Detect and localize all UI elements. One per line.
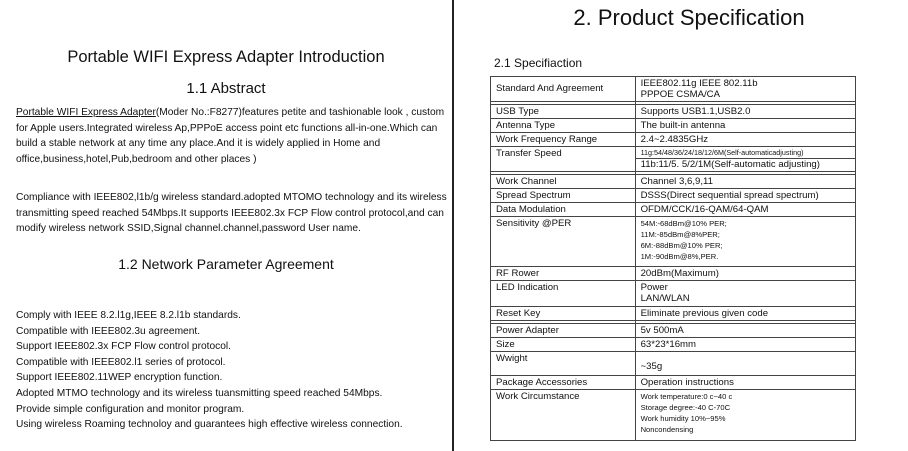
table-row [491,281,856,307]
spec-key: Work Circumstance [491,390,636,441]
network-list [16,308,448,433]
spec-key: Work Frequency Range [491,133,636,147]
product-name-link: Portable WIFI Express Adapter [16,107,156,118]
table-row [491,390,856,441]
spec-key: Package Accessories [491,376,636,390]
spec-value: OFDM/CCK/16-QAM/64-QAM [635,203,855,217]
spec-key: Sensitivity @PER [491,217,636,267]
spec-subtitle: 2.1 Specifiaction [494,56,583,70]
spec-value-line: IEEE802.11g IEEE 802.11b [640,78,758,89]
spec-value-line: 11g:54/48/36/24/18/12/6M(Self-automaticadjusting) [640,148,804,157]
table-row [491,352,856,376]
spec-key: Wwight [491,352,636,376]
table-row [491,147,856,172]
spec-value-line: LAN/WLAN [640,293,690,304]
spec-table [490,76,856,441]
table-row [491,119,856,133]
list-item: Comply with IEEE 8.2.l1g,IEEE 8.2.l1b standards. [16,310,241,321]
spec-value-line: 54M:-68dBm@10% PER; [640,219,727,228]
abstract-heading: 1.1 Abstract [186,80,266,97]
spec-value-line: 1M:-90dBm@8%,PER. [640,252,719,261]
spec-value: 63*23*16mm [635,338,855,352]
network-heading: 1.2 Network Parameter Agreement [118,256,334,272]
table-row [491,338,856,352]
table-row [491,175,856,189]
table-row [491,307,856,321]
spec-value-line: Noncondensing [640,425,694,434]
spec-value [635,77,855,102]
spec-value-line: 6M:-88dBm@10% PER; [640,241,723,250]
spec-value: 5v 500mA [635,324,855,338]
list-item: Compatible with IEEE802.3u agreement. [16,325,201,337]
spec-value-line: 11M:-85dBm@8%PER; [640,230,720,239]
table-row [491,217,856,267]
spec-key: Data Modulation [491,203,636,217]
spec-key: USB Type [491,105,636,119]
table-row [491,203,856,217]
spec-key: Work Channel [491,175,636,189]
spec-value-line: Power [640,282,668,293]
list-item: Adopted MTMO technology and its wireless tuansmitting speed reached 54Mbps. [16,387,383,399]
spec-value-line: Work humidity 10%~95% [640,414,726,423]
spec-key: Size [491,338,636,352]
table-row [491,324,856,338]
spec-key: RF Rower [491,267,636,281]
spec-value: Supports USB1.1,USB2.0 [635,105,855,119]
spec-value-line: PPPOE CSMA/CA [640,89,721,100]
table-row [491,133,856,147]
intro-page [0,0,452,451]
spec-key: Antenna Type [491,119,636,133]
compliance-paragraph: Compliance with IEEE802,l1b/g wireless standard.adopted MTOMO technology and its wireless transmitting speed reached 54Mbps.It supports IEEE802.3x FCP Flow control protocol,and can modify wireless network SSID,Signal channel.channel,password User name. [16,192,447,235]
spec-value [635,390,855,441]
spec-key: Transfer Speed [491,147,636,172]
list-item: Provide simple configuration and monitor program. [16,403,245,415]
table-row [491,105,856,119]
list-item: Compatible with IEEE802.l1 series of protocol. [16,356,226,368]
intro-title: Portable WIFI Express Adapter Introduction [67,48,385,66]
spec-title: 2. Product Specification [573,5,805,30]
list-item: Support IEEE802.3x FCP Flow control protocol. [16,341,231,353]
list-item: Support IEEE802.11WEP encryption function. [16,372,223,384]
spec-value [635,281,855,307]
abstract-text: (Moder No.:F8277)features petite and tashionable look , custom for Apple users.Integrated wireless Ap,PPPoE access point etc functions all-in-one.Which can build a stable network at any time any place.And it is widely applied in Home and office,business,hotel,Pub,bedroom and other places ) [16,107,445,165]
page-divider [452,0,454,451]
spec-key: Power Adapter [491,324,636,338]
spec-key: Standard And Agreement [491,77,636,102]
spec-value [635,217,855,267]
spec-value-line: Storage degree:-40 C-70C [640,403,731,412]
spec-value: The built-in antenna [635,119,855,133]
spec-value [635,147,855,172]
spec-page [470,0,908,451]
abstract-paragraph [16,105,448,167]
spec-value: Eliminate previous given code [635,307,855,321]
spec-value: 2.4~2.4835GHz [635,133,855,147]
spec-key: LED Indication [491,281,636,307]
table-row [491,376,856,390]
spec-value: Channel 3,6,9,11 [635,175,855,189]
list-item: Using wireless Roaming technoloy and guarantees high effective wireless connection. [16,419,403,431]
table-row [491,77,856,102]
spec-value-line: 11b:11/5. 5/2/1M(Self-automatic adjusting) [636,158,855,170]
spec-value-line: Work temperature:0 c~40 c [640,392,733,401]
spec-key: Spread Spectrum [491,189,636,203]
spec-value: Operation instructions [635,376,855,390]
spec-key: Reset Key [491,307,636,321]
spec-value: 20dBm(Maximum) [635,267,855,281]
spec-value: DSSS(Direct sequential spread spectrum) [635,189,855,203]
table-row [491,267,856,281]
spec-value: ~35g [635,352,855,376]
table-row [491,189,856,203]
